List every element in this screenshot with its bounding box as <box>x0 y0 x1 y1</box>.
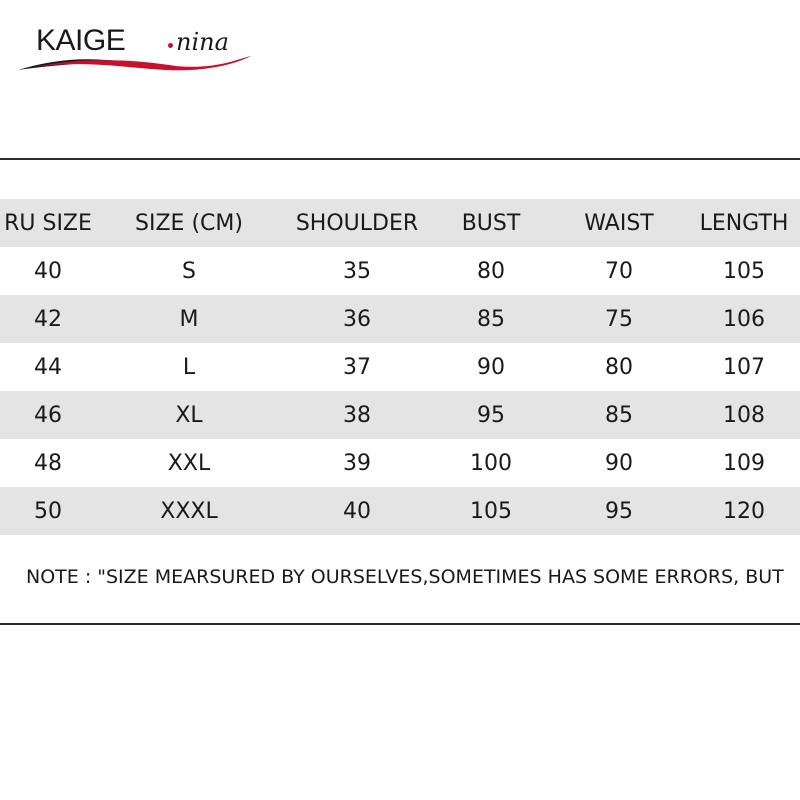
cell-length: 109 <box>723 450 765 476</box>
logo-sub-text: nina <box>176 28 229 56</box>
logo-dot <box>168 43 173 48</box>
cell-shoulder: 40 <box>343 498 371 524</box>
table-row <box>0 295 800 343</box>
cell-waist: 95 <box>605 498 633 524</box>
cell-bust: 85 <box>477 306 505 332</box>
table-row <box>0 487 800 535</box>
header-size-cm: SIZE (CM) <box>135 210 243 236</box>
logo-swoosh-icon <box>16 54 256 84</box>
cell-ru-size: 48 <box>34 450 62 476</box>
cell-length: 107 <box>723 354 765 380</box>
cell-shoulder: 38 <box>343 402 371 428</box>
logo-brand-text: KAIGE <box>36 24 126 57</box>
cell-ru-size: 50 <box>34 498 62 524</box>
cell-ru-size: 42 <box>34 306 62 332</box>
cell-size-cm: XXXL <box>160 498 218 524</box>
brand-logo <box>16 18 256 78</box>
cell-bust: 100 <box>470 450 512 476</box>
cell-waist: 80 <box>605 354 633 380</box>
header-length: LENGTH <box>699 210 789 236</box>
table-header-row <box>0 199 800 247</box>
table-row <box>0 391 800 439</box>
cell-length: 108 <box>723 402 765 428</box>
cell-bust: 90 <box>477 354 505 380</box>
cell-size-cm: XXL <box>167 450 211 476</box>
cell-waist: 75 <box>605 306 633 332</box>
cell-size-cm: S <box>182 258 196 284</box>
cell-length: 120 <box>723 498 765 524</box>
cell-shoulder: 36 <box>343 306 371 332</box>
cell-ru-size: 44 <box>34 354 62 380</box>
cell-shoulder: 37 <box>343 354 371 380</box>
cell-size-cm: L <box>182 354 196 380</box>
cell-waist: 90 <box>605 450 633 476</box>
header-ru-size: RU SIZE <box>4 210 92 236</box>
cell-waist: 70 <box>605 258 633 284</box>
bottom-divider <box>0 623 800 625</box>
cell-ru-size: 40 <box>34 258 62 284</box>
cell-ru-size: 46 <box>34 402 62 428</box>
header-bust: BUST <box>461 210 521 236</box>
header-waist: WAIST <box>584 210 654 236</box>
cell-size-cm: XL <box>175 402 203 428</box>
header-shoulder: SHOULDER <box>295 210 419 236</box>
cell-shoulder: 39 <box>343 450 371 476</box>
table-row <box>0 343 800 391</box>
table-row <box>0 439 800 487</box>
cell-bust: 105 <box>470 498 512 524</box>
cell-waist: 85 <box>605 402 633 428</box>
cell-bust: 80 <box>477 258 505 284</box>
size-table <box>0 199 800 535</box>
cell-shoulder: 35 <box>343 258 371 284</box>
cell-length: 105 <box>723 258 765 284</box>
top-divider <box>0 158 800 160</box>
table-row <box>0 247 800 295</box>
cell-bust: 95 <box>477 402 505 428</box>
cell-size-cm: M <box>179 306 199 332</box>
cell-length: 106 <box>723 306 765 332</box>
measurement-note: NOTE : "SIZE MEARSURED BY OURSELVES,SOMETIMES HAS SOME ERRORS, BUT <box>26 566 784 588</box>
